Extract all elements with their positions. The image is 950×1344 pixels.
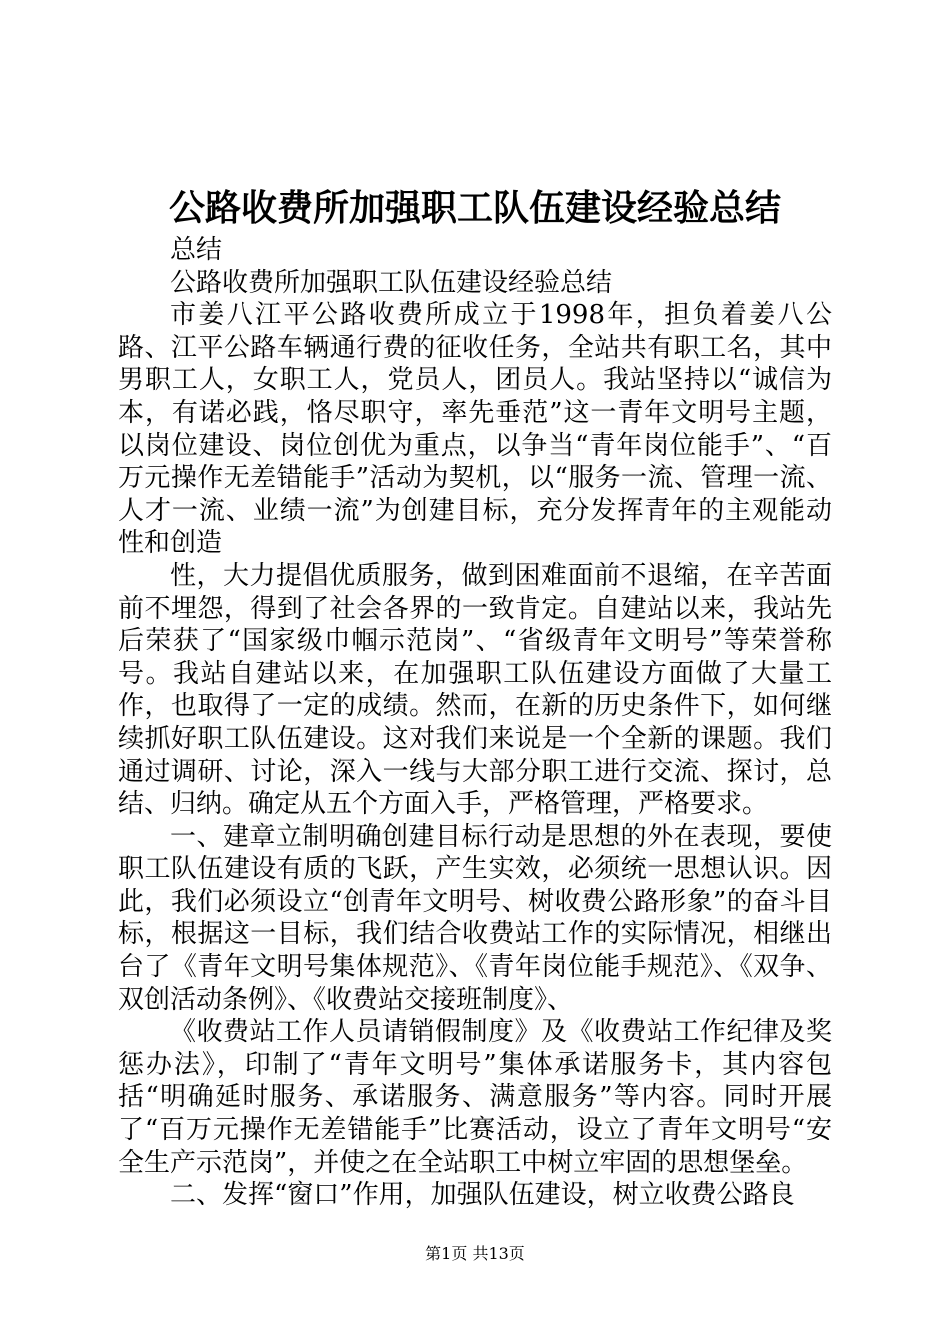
paragraph: 二、发挥“窗口”作用，加强队伍建设，树立收费公路良: [170, 1180, 795, 1211]
paragraph: 公路收费所加强职工队伍建设经验总结: [170, 267, 613, 298]
page-footer: 第1页 共13页: [425, 1244, 525, 1263]
paragraph: 性，大力提倡优质服务，做到困难面前不退缩，在辛苦面前不埋怨，得到了社会各界的一致肯定。自建站以来，我站先后荣获了“国家级巾帼示范岗”、“省级青年文明号”等荣誉称号。我站自建站以来，在加强职工队伍建设方面做了大量工作，也取得了一定的成绩。然而，在新的历史条件下，如何继续抓好职工队伍建设。这对我们来说是一个全新的课题。我们通过调研、讨论，深入一线与大部分职工进行交流、探讨，总结、归纳。确定从五个方面入手，严格管理，严格要求。: [118, 560, 832, 820]
paragraph: 总结: [170, 235, 223, 265]
paragraph: 市姜八江平公路收费所成立于1998年，担负着姜八公路、江平公路车辆通行费的征收任务，全站共有职工名，其中男职工人，女职工人，党员人，团员人。我站坚持以“诚信为本，有诺必践，恪尽职守，率先垂范”这一青年文明号主题，以岗位建设、岗位创优为重点，以争当“青年岗位能手”、“百万元操作无差错能手”活动为契机，以“服务一流、管理一流、人才一流、业绩一流”为创建目标，充分发挥青年的主观能动性和创造: [118, 300, 832, 559]
paragraph: 一、建章立制明确创建目标行动是思想的外在表现，要使职工队伍建设有质的飞跃，产生实效，必须统一思想认识。因此，我们必须设立“创青年文明号、树收费公路形象”的奋斗目标，根据这一目标，我们结合收费站工作的实际情况，相继出台了《青年文明号集体规范》、《青年岗位能手规范》、《双争、双创活动条例》、《收费站交接班制度》、: [118, 821, 832, 1015]
paragraph: 《收费站工作人员请销假制度》及《收费站工作纪律及奖惩办法》，印制了“青年文明号”集体承诺服务卡，其内容包括“明确延时服务、承诺服务、满意服务”等内容。同时开展了“百万元操作无差错能手”比赛活动，设立了青年文明号“安全生产示范岗”，并使之在全站职工中树立牢固的思想堡垒。: [118, 1017, 832, 1178]
document-title: 公路收费所加强职工队伍建设经验总结: [168, 187, 781, 229]
document-body: [118, 234, 832, 1212]
